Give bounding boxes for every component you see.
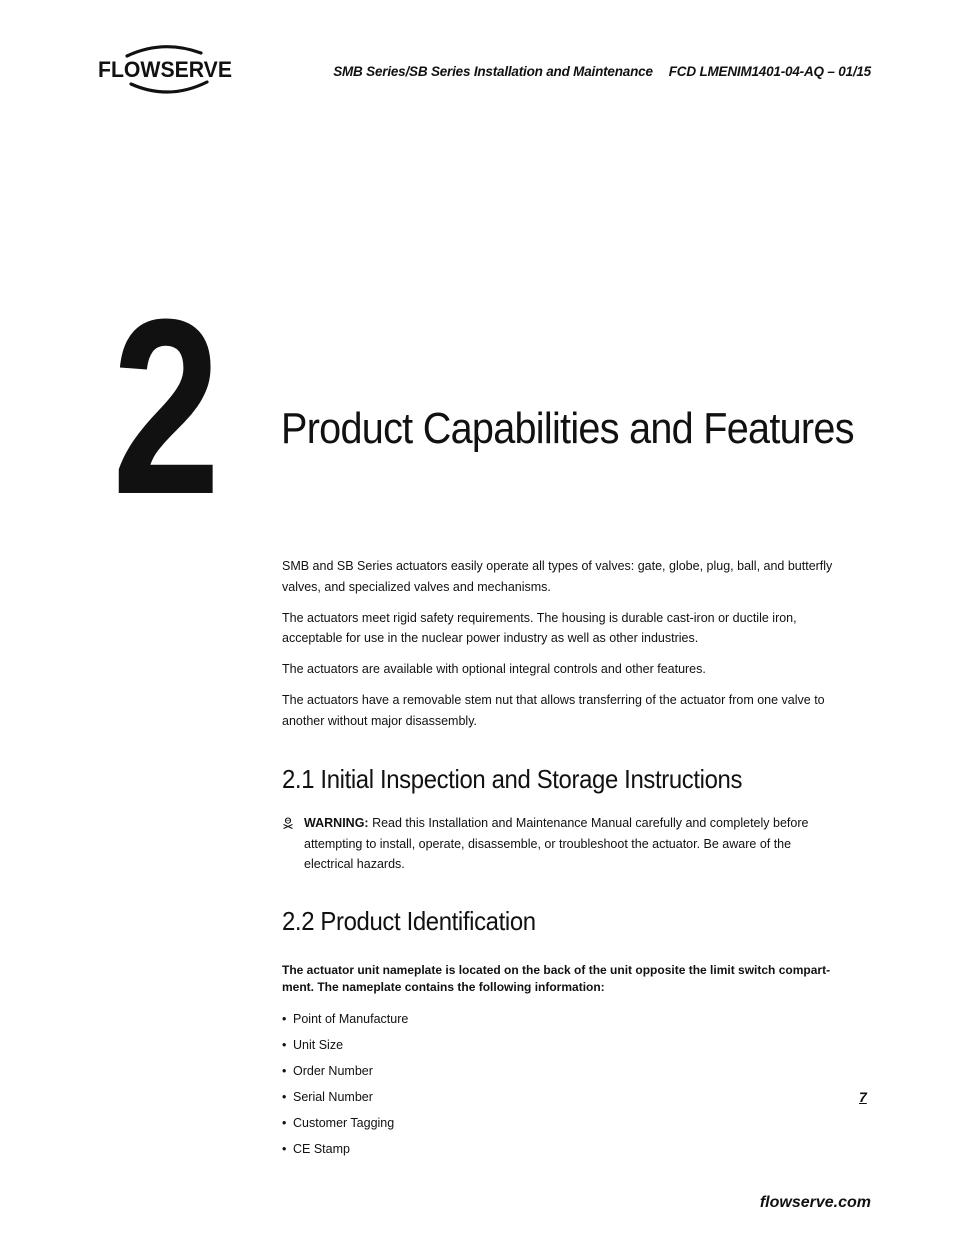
header-doc-title: SMB Series/SB Series Installation and Maintenance bbox=[333, 64, 653, 79]
intro-paragraph: The actuators meet rigid safety requirements. The housing is durable cast-iron or ductile iron, acceptable for use in the nuclear power industry as well as other industries. bbox=[282, 610, 797, 645]
logo-wordmark: FLOWSERVE bbox=[98, 57, 232, 82]
chapter-number: 2 bbox=[112, 267, 215, 546]
flowserve-logo-graphic bbox=[97, 43, 237, 95]
running-header bbox=[333, 64, 871, 79]
nameplate-info-list bbox=[282, 1006, 842, 1162]
flowserve-logo bbox=[97, 43, 237, 95]
warning-label: WARNING: bbox=[304, 816, 369, 831]
list-item: • CE Stamp bbox=[282, 1136, 842, 1162]
skull-crossbones-icon bbox=[282, 817, 294, 829]
list-item: • Serial Number bbox=[282, 1084, 842, 1110]
nameplate-intro: The actuator unit nameplate is located on the back of the unit opposite the limit switch compart-ment. The nameplate contains the following information: bbox=[282, 962, 831, 994]
main-content bbox=[282, 556, 842, 1162]
warning-text: Read this Installation and Maintenance Manual carefully and completely before attempting to install, operate, disassemble, or troubleshoot the actuator. Be aware of the electrical hazards. bbox=[304, 816, 809, 872]
list-item: • Order Number bbox=[282, 1058, 842, 1084]
intro-paragraph: SMB and SB Series actuators easily operate all types of valves: gate, globe, plug, ball, and butterfly valves, and specialized valves and mechanisms. bbox=[282, 559, 833, 594]
page-number: 7 bbox=[859, 1089, 867, 1105]
intro-paragraph: The actuators have a removable stem nut that allows transferring of the actuator from one valve to another without major disassembly. bbox=[282, 693, 825, 728]
list-item: • Unit Size bbox=[282, 1032, 842, 1058]
header-doc-code: FCD LMENIM1401-04-AQ – 01/15 bbox=[668, 64, 871, 79]
chapter-title: Product Capabilities and Features bbox=[281, 404, 854, 453]
footer-url: flowserve.com bbox=[759, 1194, 871, 1211]
section-heading-2-1: 2.1 Initial Inspection and Storage Instructions bbox=[282, 764, 743, 794]
intro-paragraph: The actuators are available with optional integral controls and other features. bbox=[282, 662, 706, 676]
list-item: • Point of Manufacture bbox=[282, 1006, 842, 1032]
warning-note bbox=[282, 813, 842, 875]
list-item: • Customer Tagging bbox=[282, 1110, 842, 1136]
section-heading-2-2: 2.2 Product Identification bbox=[282, 905, 536, 936]
